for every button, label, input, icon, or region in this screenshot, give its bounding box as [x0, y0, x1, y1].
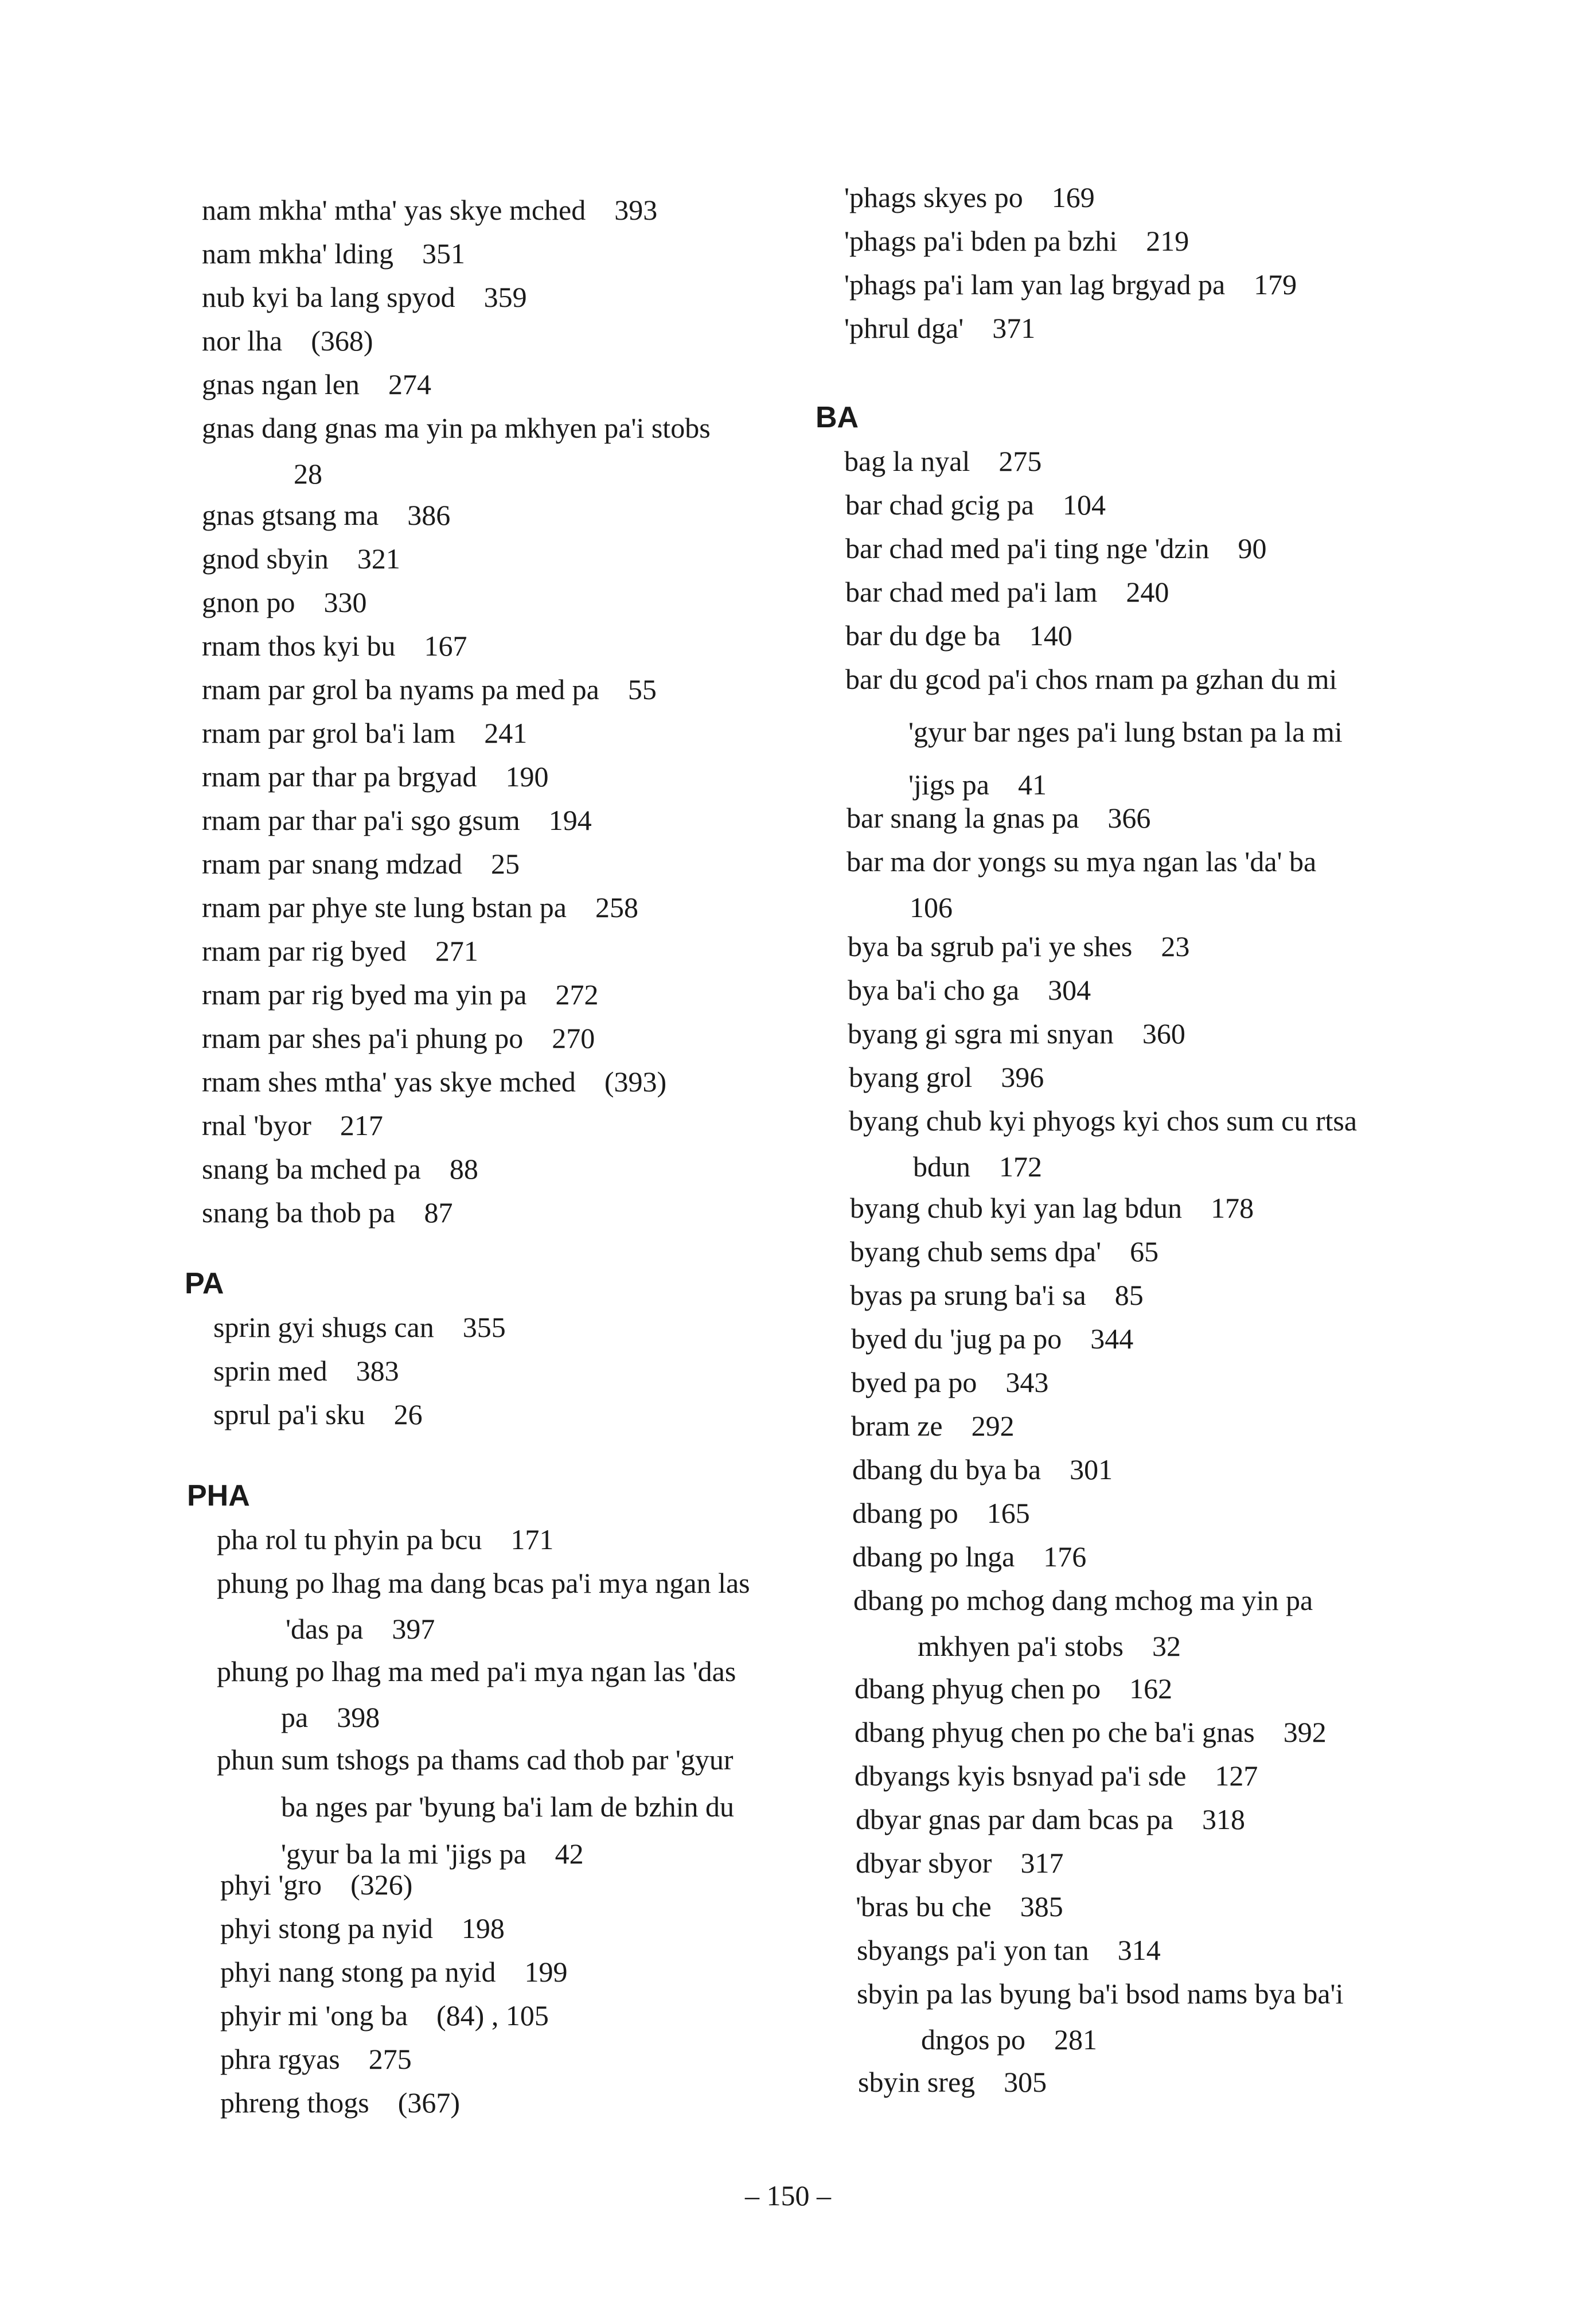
entry-page: (367)	[397, 2087, 461, 2119]
entry-term: nub kyi ba lang spyod	[202, 281, 455, 313]
entry-page: (84) , 105	[436, 1999, 549, 2031]
index-entry	[202, 493, 450, 537]
entry-term: rnal 'byor	[202, 1109, 311, 1141]
entry-continuation	[286, 1607, 435, 1651]
entry-term-continued: 'jigs pa	[908, 769, 989, 801]
entry-page: 275	[368, 2043, 412, 2075]
entry-term: phung po lhag ma dang bcas pa'i mya ngan las	[217, 1567, 750, 1599]
entry-term: byang grol	[849, 1061, 973, 1093]
index-entry	[220, 1863, 412, 1906]
index-entry	[217, 1738, 735, 1870]
entry-term-continued: bdun	[913, 1151, 970, 1183]
index-entry	[202, 1060, 666, 1103]
entry-page: 32	[1152, 1630, 1181, 1662]
index-entry	[202, 842, 520, 886]
entry-page: 304	[1048, 974, 1091, 1006]
entry-page: 305	[1004, 2066, 1047, 2098]
entry-page: 198	[461, 1912, 505, 1944]
index-entry	[845, 657, 1343, 801]
entry-page: 351	[422, 237, 465, 270]
entry-term: rnam par snang mdzad	[202, 848, 463, 880]
entry-page: 386	[407, 499, 451, 531]
index-entry	[213, 1349, 399, 1393]
index-entry	[202, 275, 527, 319]
entry-continuation	[921, 2018, 1097, 2061]
entry-page: 167	[424, 630, 467, 662]
entry-page: 397	[392, 1613, 435, 1645]
index-entry	[202, 1147, 478, 1191]
entry-page: 219	[1146, 225, 1189, 257]
entry-term: phyi stong pa nyid	[220, 1912, 433, 1944]
entry-term: snang ba mched pa	[202, 1153, 421, 1185]
index-entry	[202, 1016, 595, 1060]
entry-page: 169	[1051, 181, 1095, 213]
index-entry	[852, 1535, 1086, 1578]
entry-page: 179	[1254, 268, 1297, 301]
entry-page: 275	[998, 445, 1042, 477]
entry-page: 281	[1054, 2023, 1097, 2056]
entry-page: 271	[435, 935, 478, 967]
index-entry	[850, 1230, 1158, 1273]
entry-page: 321	[357, 543, 400, 575]
entry-term-continued: 'das pa	[286, 1613, 364, 1645]
entry-term: gnon po	[202, 586, 295, 618]
entry-page: 26	[393, 1398, 423, 1430]
index-entry	[848, 968, 1091, 1012]
entry-term-continued: dngos po	[921, 2023, 1025, 2056]
entry-page: 140	[1029, 619, 1072, 652]
entry-term: 'phags pa'i bden pa bzhi	[844, 225, 1118, 257]
page-number: – 150 –	[745, 2179, 831, 2212]
entry-page: 88	[449, 1153, 478, 1185]
entry-page: 28	[294, 458, 322, 490]
entry-page: 55	[627, 673, 657, 705]
entry-term: snang ba thob pa	[202, 1196, 396, 1229]
index-entry	[851, 1360, 1048, 1404]
index-entry	[220, 1950, 568, 1994]
index-entry	[856, 1885, 1063, 1928]
entry-term: gnas gtsang ma	[202, 499, 379, 531]
entry-page: 85	[1114, 1279, 1144, 1311]
index-entry	[855, 1667, 1172, 1710]
index-entry	[220, 1994, 549, 2037]
entry-term: byed du 'jug pa po	[851, 1323, 1062, 1355]
entry-term: bar snang la gnas pa	[846, 802, 1079, 834]
entry-page: 217	[340, 1109, 383, 1141]
entry-term: dbang po mchog dang mchog ma yin pa	[853, 1584, 1313, 1616]
entry-term: rnam thos kyi bu	[202, 630, 396, 662]
entry-term: byang chub sems dpa'	[850, 1235, 1102, 1268]
entry-continuation	[913, 1145, 1042, 1188]
entry-term: nor lha	[202, 325, 283, 357]
index-entry	[852, 1491, 1030, 1535]
entry-term: 'phags skyes po	[844, 181, 1023, 213]
entry-term: byang chub kyi phyogs kyi chos sum cu rtsa	[849, 1105, 1357, 1137]
entry-page: 190	[505, 761, 549, 793]
index-entry	[849, 1055, 1044, 1099]
index-entry	[202, 798, 592, 842]
index-entry	[202, 406, 711, 490]
entry-page: (326)	[350, 1869, 413, 1901]
entry-term: bar du dge ba	[845, 619, 1001, 652]
entry-term: phun sum tshogs pa thams cad thob par 'gyur	[217, 1744, 734, 1776]
entry-term: dbyar gnas par dam bcas pa	[856, 1803, 1173, 1835]
entry-page: 355	[462, 1311, 506, 1343]
entry-page: 65	[1130, 1235, 1159, 1268]
index-entry	[848, 1012, 1185, 1055]
entry-term: bar chad med pa'i lam	[845, 576, 1098, 608]
index-entry	[851, 1404, 1015, 1448]
entry-term: sprin med	[213, 1355, 327, 1387]
entry-term: dbyar sbyor	[856, 1847, 992, 1879]
index-entry	[845, 527, 1266, 570]
entry-page: 106	[910, 891, 953, 923]
entry-page: 360	[1142, 1017, 1185, 1050]
index-entry	[846, 840, 1317, 923]
entry-page: 330	[323, 586, 367, 618]
entry-term: 'bras bu che	[856, 1890, 992, 1923]
entry-page: 41	[1017, 769, 1047, 801]
entry-page: 383	[356, 1355, 399, 1387]
entry-term: byed pa po	[851, 1366, 977, 1398]
entry-page: 301	[1070, 1453, 1113, 1485]
index-entry	[856, 1841, 1063, 1885]
entry-page: 172	[999, 1151, 1042, 1183]
index-entry	[202, 755, 548, 798]
index-entry	[857, 1928, 1161, 1972]
entry-term: phra rgyas	[220, 2043, 340, 2075]
entry-term: phung po lhag ma med pa'i mya ngan las 'das	[217, 1655, 736, 1687]
entry-page: 241	[484, 717, 528, 749]
index-entry	[217, 1518, 553, 1561]
entry-term-continued: 'gyur bar nges pa'i lung bstan pa la mi	[908, 716, 1343, 748]
entry-page: 344	[1090, 1323, 1134, 1355]
entry-page: 258	[595, 891, 638, 923]
entry-page: 270	[552, 1022, 595, 1054]
entry-term: 'phrul dga'	[844, 312, 964, 344]
entry-term: phyi 'gro	[220, 1869, 322, 1901]
index-entry	[857, 1972, 1344, 2056]
entry-continuation	[918, 1624, 1181, 1668]
entry-term: phreng thogs	[220, 2087, 369, 2119]
entry-page: 127	[1215, 1760, 1258, 1792]
index-entry	[202, 580, 367, 624]
entry-term: rnam par grol ba'i lam	[202, 717, 456, 749]
entry-page: 359	[483, 281, 527, 313]
entry-term: sbyin sreg	[858, 2066, 976, 2098]
entry-term: bar du gcod pa'i chos rnam pa gzhan du mi	[845, 663, 1337, 695]
entry-term: bya ba'i cho ga	[848, 974, 1020, 1006]
index-entry	[202, 362, 431, 406]
section-heading-pa: PA	[185, 1267, 224, 1300]
entry-term: dbang phyug chen po	[855, 1672, 1101, 1705]
index-entry	[858, 2060, 1047, 2104]
entry-term: bya ba sgrub pa'i ye shes	[848, 930, 1133, 962]
index-entry	[213, 1305, 506, 1349]
index-entry	[202, 973, 598, 1016]
entry-term: dbang po	[852, 1497, 958, 1529]
entry-page: 366	[1107, 802, 1151, 834]
index-entry	[220, 2081, 460, 2124]
entry-page: 90	[1238, 532, 1267, 564]
section-heading-ba: BA	[816, 401, 859, 434]
index-entry	[202, 668, 657, 711]
index-entry	[855, 1754, 1258, 1797]
index-entry	[845, 614, 1072, 657]
entry-term: rnam shes mtha' yas skye mched	[202, 1066, 576, 1098]
entry-term: sbyangs pa'i yon tan	[857, 1934, 1089, 1966]
entry-term: nam mkha' lding	[202, 237, 393, 270]
entry-term: dbang po lnga	[852, 1541, 1015, 1573]
entry-term: gnas ngan len	[202, 368, 360, 400]
entry-page: (393)	[604, 1066, 667, 1098]
entry-page: (368)	[311, 325, 373, 357]
index-entry	[213, 1393, 423, 1436]
index-entry	[202, 537, 400, 580]
entry-term: bar chad med pa'i ting nge 'dzin	[845, 532, 1210, 564]
entry-term: dbang du bya ba	[852, 1453, 1041, 1485]
entry-term: gnas dang gnas ma yin pa mkhyen pa'i stobs	[202, 412, 711, 444]
entry-term: gnod sbyin	[202, 543, 329, 575]
entry-page: 23	[1161, 930, 1190, 962]
entry-term: rnam par thar pa'i sgo gsum	[202, 804, 520, 836]
index-entry	[202, 886, 638, 929]
entry-term: phyi nang stong pa nyid	[220, 1956, 496, 1988]
index-entry	[202, 188, 657, 232]
entry-page: 178	[1211, 1192, 1254, 1224]
entry-term: bram ze	[851, 1410, 943, 1442]
index-entry	[856, 1797, 1245, 1841]
index-entry	[850, 1186, 1254, 1230]
entry-page: 194	[548, 804, 592, 836]
entry-term: pha rol tu phyin pa bcu	[217, 1523, 482, 1555]
entry-term: rnam par thar pa brgyad	[202, 761, 477, 793]
index-entry	[849, 1099, 1357, 1183]
entry-term: sprin gyi shugs can	[213, 1311, 434, 1343]
entry-page: 199	[524, 1956, 568, 1988]
entry-page: 385	[1020, 1890, 1063, 1923]
index-entry	[202, 624, 467, 668]
entry-term: 'phags pa'i lam yan lag brgyad pa	[844, 268, 1226, 301]
entry-term-continued: 'gyur ba la mi 'jigs pa	[281, 1838, 526, 1870]
entry-page: 398	[337, 1701, 380, 1733]
index-entry	[220, 1906, 505, 1950]
entry-term: rnam par grol ba nyams pa med pa	[202, 673, 599, 705]
index-entry	[202, 929, 478, 973]
entry-term: sprul pa'i sku	[213, 1398, 365, 1430]
entry-term: nam mkha' mtha' yas skye mched	[202, 194, 586, 226]
entry-page: 396	[1001, 1061, 1044, 1093]
entry-page: 274	[388, 368, 431, 400]
index-entry	[844, 176, 1095, 219]
entry-page: 165	[986, 1497, 1030, 1529]
index-entry	[845, 483, 1106, 527]
index-entry	[844, 219, 1189, 263]
entry-page: 314	[1117, 1934, 1161, 1966]
entry-term-continued: ba nges par 'byung ba'i lam de bzhin du	[281, 1791, 735, 1823]
entry-term: byang gi sgra mi snyan	[848, 1017, 1114, 1050]
index-entry	[846, 796, 1150, 840]
entry-term: dbang phyug chen po che ba'i gnas	[855, 1716, 1255, 1748]
index-entry	[202, 1103, 383, 1147]
entry-page: 25	[491, 848, 520, 880]
entry-page: 87	[424, 1196, 453, 1229]
entry-page: 272	[555, 978, 599, 1011]
entry-page: 292	[971, 1410, 1015, 1442]
index-entry	[202, 711, 527, 755]
index-entry	[844, 306, 1035, 350]
entry-page: 392	[1283, 1716, 1327, 1748]
entry-term: rnam par phye ste lung bstan pa	[202, 891, 567, 923]
entry-term-continued: mkhyen pa'i stobs	[918, 1630, 1124, 1662]
index-entry	[845, 570, 1169, 614]
index-entry	[220, 2037, 412, 2081]
entry-page: 176	[1043, 1541, 1087, 1573]
entry-term: rnam par rig byed	[202, 935, 407, 967]
entry-term: bag la nyal	[844, 445, 970, 477]
entry-term: rnam par shes pa'i phung po	[202, 1022, 524, 1054]
entry-page: 104	[1063, 489, 1106, 521]
index-entry	[853, 1578, 1313, 1662]
entry-term: byang chub kyi yan lag bdun	[850, 1192, 1183, 1224]
entry-continuation	[281, 1695, 380, 1739]
index-entry	[850, 1273, 1144, 1317]
entry-page: 162	[1129, 1672, 1173, 1705]
index-entry	[202, 1191, 452, 1234]
entry-page: 371	[992, 312, 1036, 344]
entry-page: 343	[1005, 1366, 1049, 1398]
index-entry	[202, 232, 465, 275]
index-entry	[844, 439, 1041, 483]
index-entry	[848, 925, 1189, 968]
entry-term: sbyin pa las byung ba'i bsod nams bya ba'i	[857, 1978, 1344, 2010]
index-entry	[855, 1710, 1327, 1754]
entry-term: dbyangs kyis bsnyad pa'i sde	[855, 1760, 1187, 1792]
index-entry	[852, 1448, 1113, 1491]
index-entry	[217, 1650, 736, 1733]
entry-term-continued: pa	[281, 1701, 309, 1733]
entry-page: 240	[1126, 576, 1169, 608]
index-entry	[217, 1561, 750, 1645]
index-entry	[851, 1317, 1133, 1360]
entry-page: 42	[555, 1838, 584, 1870]
entry-page: 171	[510, 1523, 554, 1555]
entry-term: bar ma dor yongs su mya ngan las 'da' ba	[846, 845, 1317, 878]
entry-term: phyir mi 'ong ba	[220, 1999, 408, 2031]
section-heading-pha: PHA	[187, 1479, 250, 1512]
entry-term: rnam par rig byed ma yin pa	[202, 978, 527, 1011]
entry-page: 393	[614, 194, 658, 226]
entry-term: bar chad gcig pa	[845, 489, 1035, 521]
index-entry	[202, 319, 373, 362]
entry-page: 317	[1020, 1847, 1064, 1879]
index-entry	[844, 263, 1297, 306]
entry-term: byas pa srung ba'i sa	[850, 1279, 1086, 1311]
entry-page: 318	[1201, 1803, 1245, 1835]
